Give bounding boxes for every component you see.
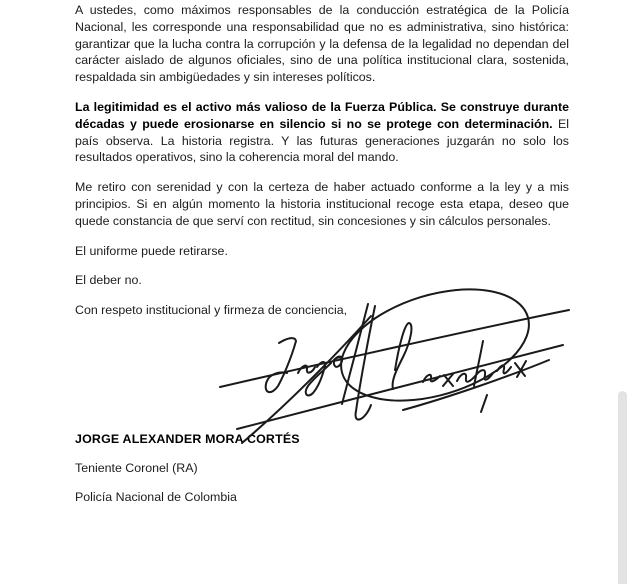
closing-salutation: Con respeto institucional y firmeza de conciencia, [75,303,348,318]
signature-area [75,332,569,431]
paragraph-legitimacy-regular-text: El país observa. La historia registra. Y las futuras generaciones juzgarán no solo los resultados operativos, sino la coherencia moral del mando. [75,116,569,165]
line-uniform: El uniforme puede retirarse. [75,243,228,258]
paragraph-responsibility: A ustedes, como máximos responsables de la conducción estratégica de la Policía Nacional, les corresponde una responsabilidad que no es administrativa, sino histórica: garantizar que la lucha contra la corrupción y la defensa de la legalidad no dependan del carácter aislado de algunos oficiales, sino de una política institucional clara, sostenida, respaldada sin ambigüedades y sin intereses políticos. [75,3,569,85]
signatory-institution: Policía Nacional de Colombia [75,489,237,504]
line-duty: El deber no. [75,273,142,288]
scrollbar-thumb[interactable] [618,391,627,584]
paragraph-legitimacy-bold-text: La legitimidad es el activo más valioso de la Fuerza Pública. Se construye durante décadas y puede erosionarse en silencio si no se protege con determinación. [75,99,569,131]
signatory-name: JORGE ALEXANDER MORA CORTÉS [75,431,300,446]
paragraph-legitimacy [75,99,569,166]
paragraph-retirement: Me retiro con serenidad y con la certeza de haber actuado conforme a la ley y a mis principios. Si en algún momento la historia institucional recoge esta etapa, deseo que quede constancia de que serví con rectitud, sin concesiones y sin cálculos personales. [75,180,569,228]
signatory-rank: Teniente Coronel (RA) [75,460,198,475]
